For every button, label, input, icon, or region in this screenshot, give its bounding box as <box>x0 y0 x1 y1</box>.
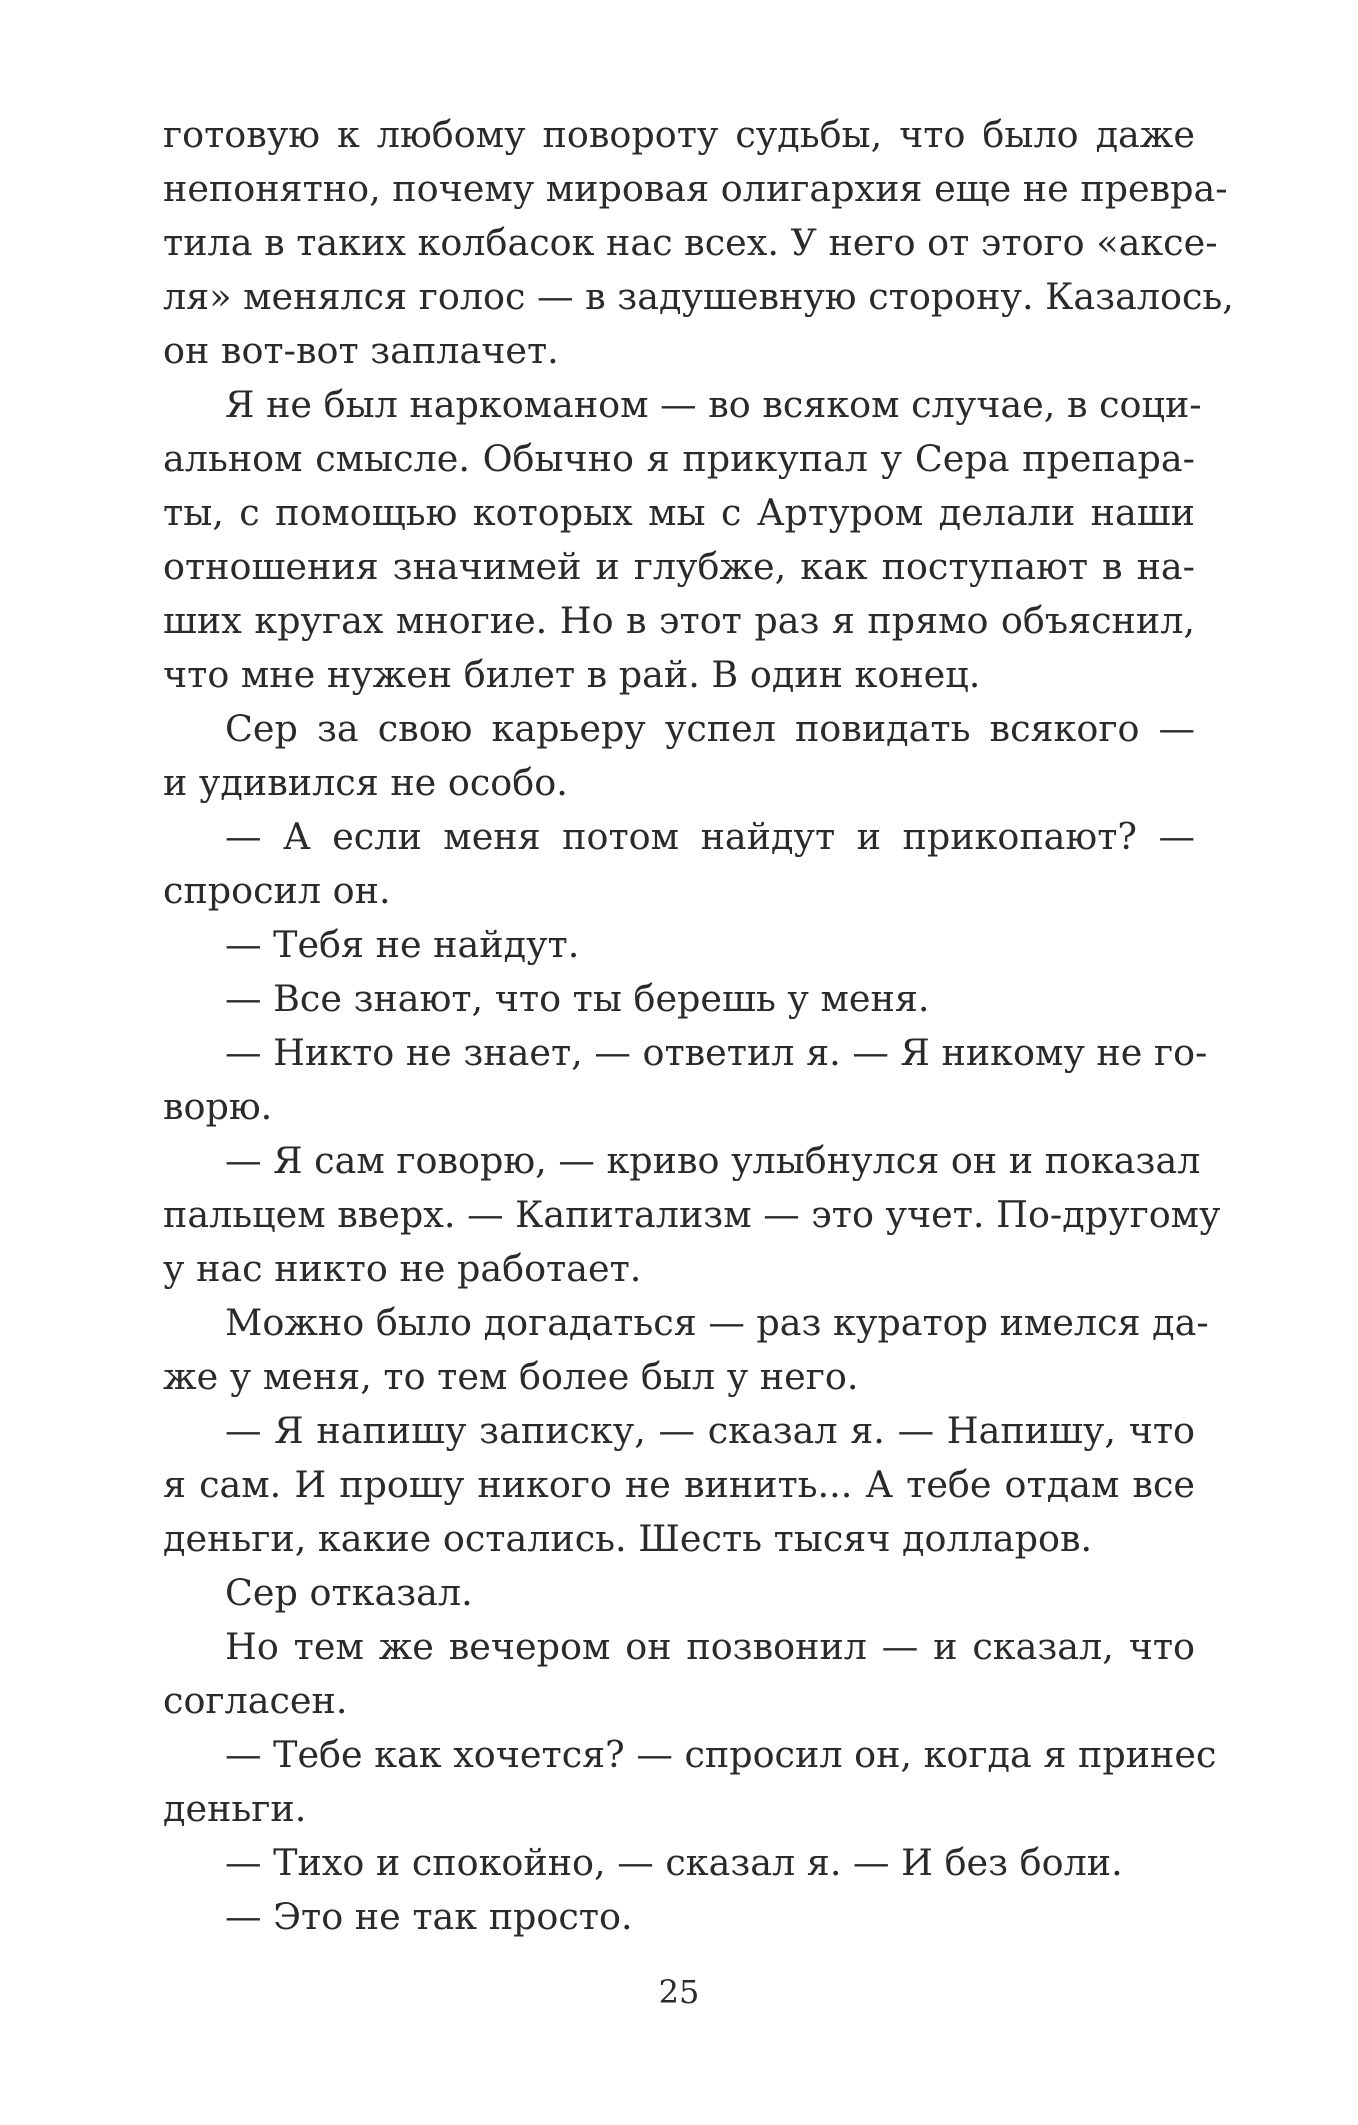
text-line: ворю. <box>163 1085 273 1128</box>
text-line: же у меня, то тем более был у него. <box>163 1355 859 1398</box>
text-line: пальцем вверх. — Капитализм — это учет. По-другому <box>163 1193 1221 1236</box>
text-line: — Я сам говорю, — криво улыбнулся он и показал <box>225 1139 1201 1182</box>
text-line: и удивился не особо. <box>163 761 568 804</box>
text-line: ля» менялся голос — в задушевную сторону. Казалось, <box>163 275 1234 318</box>
text-line: деньги. <box>163 1787 307 1830</box>
text-line: — Тебя не найдут. <box>225 923 580 966</box>
text-line: спросил он. <box>163 869 391 912</box>
text-line: Я не был наркоманом — во всяком случае, в соци- <box>225 383 1202 426</box>
text-line: — А если меня потом найдут и прикопают? — <box>225 815 1195 858</box>
text-line: он вот-вот заплачет. <box>163 329 559 372</box>
text-line: согласен. <box>163 1679 348 1722</box>
text-line: — Все знают, что ты берешь у меня. <box>225 977 930 1020</box>
text-line: что мне нужен билет в рай. В один конец. <box>163 653 981 696</box>
text-line: — Это не так просто. <box>225 1895 633 1938</box>
text-line: альном смысле. Обычно я прикупал у Сера препара- <box>163 437 1195 480</box>
text-line: — Никто не знает, — ответил я. — Я никому не го- <box>225 1031 1208 1074</box>
text-line: деньги, какие остались. Шесть тысяч долларов. <box>163 1517 1093 1560</box>
text-line: Сер за свою карьеру успел повидать всякого — <box>225 707 1195 750</box>
text-line: у нас никто не работает. <box>163 1247 642 1290</box>
text-line: готовую к любому повороту судьбы, что было даже <box>163 113 1195 156</box>
text-line: Можно было догадаться — раз куратор имелся да- <box>225 1301 1209 1344</box>
text-line: Но тем же вечером он позвонил — и сказал, что <box>225 1625 1195 1668</box>
text-line: Сер отказал. <box>225 1571 473 1614</box>
text-line: отношения значимей и глубже, как поступают в на- <box>163 545 1195 588</box>
text-line: — Тебе как хочется? — спросил он, когда я принес <box>225 1733 1217 1776</box>
text-line: непонятно, почему мировая олигархия еще не превра- <box>163 167 1228 210</box>
page-number: 25 <box>658 1973 700 2011</box>
body-text <box>163 108 1234 1944</box>
text-line: я сам. И прошу никого не винить... А тебе отдам все <box>163 1463 1195 1506</box>
text-line: тила в таких колбасок нас всех. У него от этого «аксе- <box>163 221 1218 264</box>
text-line: — Я напишу записку, — сказал я. — Напишу, что <box>225 1409 1195 1452</box>
text-line: — Тихо и спокойно, — сказал я. — И без боли. <box>225 1841 1123 1884</box>
text-line: ты, с помощью которых мы с Артуром делали наши <box>163 491 1195 534</box>
text-line: ших кругах многие. Но в этот раз я прямо объяснил, <box>163 599 1195 642</box>
